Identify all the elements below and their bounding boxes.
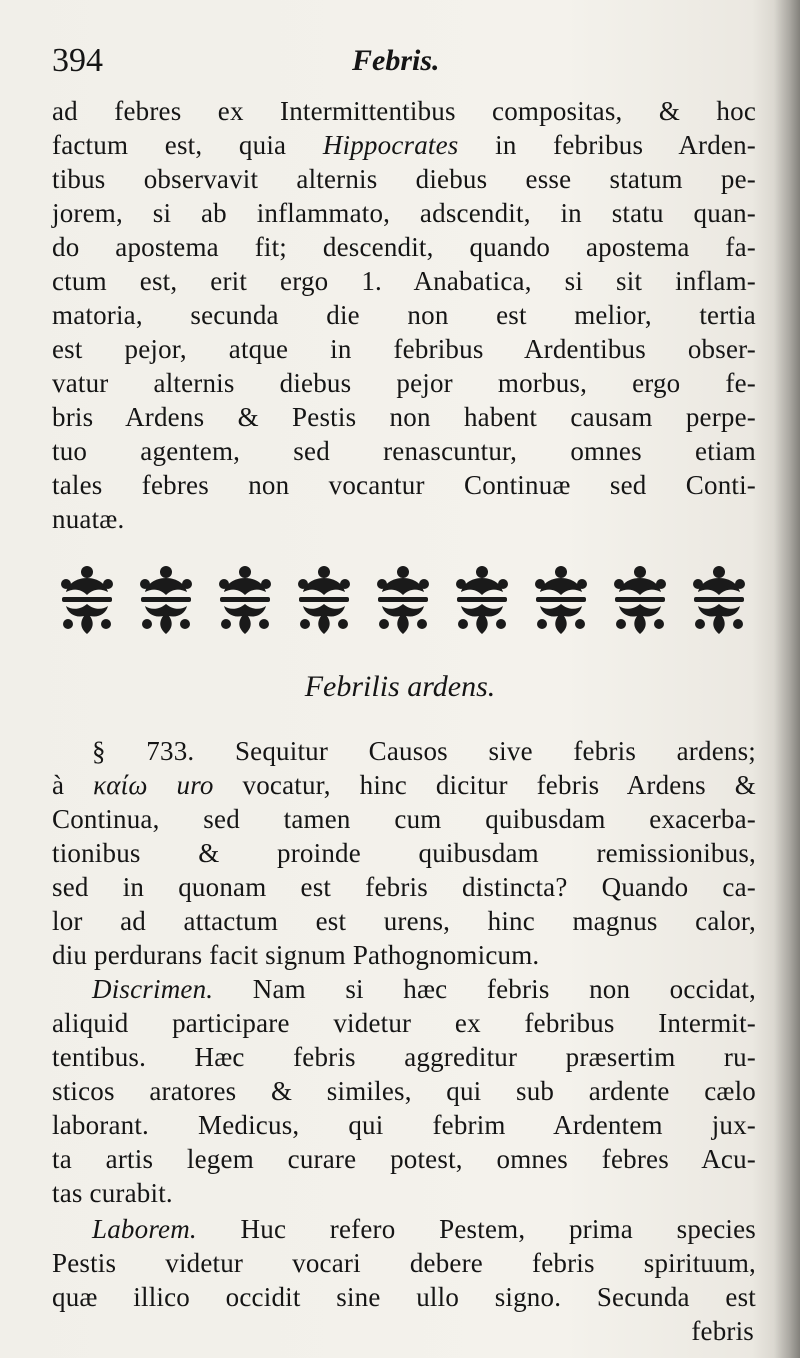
text-line: tales febres non vocantur Continuæ sed Conti-: [52, 470, 756, 500]
italic-term: καίω uro: [93, 770, 214, 800]
text-line: Pestis videtur vocari debere febris spirituum,: [52, 1248, 756, 1278]
text-line: Discrimen. Nam si hæc febris non occidat,: [92, 974, 756, 1004]
fleuron-ornament-icon: [291, 562, 357, 638]
section-title: Febrilis ardens.: [304, 670, 496, 703]
fleuron-ornament-icon: [686, 562, 752, 638]
text-line: tibus observavit alternis diebus esse statum pe-: [52, 164, 756, 194]
text-line: lor ad attactum est urens, hinc magnus calor,: [52, 906, 756, 936]
text-line: factum est, quia Hippocrates in febribus Arden-: [52, 130, 756, 160]
page-number: 394: [52, 42, 103, 79]
text-line: sticos aratores & similes, qui sub ardente cælo: [52, 1076, 756, 1106]
text-line: tionibus & proinde quibusdam remissionibus,: [52, 838, 756, 868]
text-line: § 733. Sequitur Causos sive febris ardens;: [92, 736, 756, 766]
text-line: à καίω uro vocatur, hinc dicitur febris Ardens &: [52, 770, 756, 800]
text-line: ad febres ex Intermittentibus compositas, & hoc: [52, 96, 756, 126]
fleuron-ornament-icon: [449, 562, 515, 638]
italic-term: Hippocrates: [322, 130, 459, 160]
fleuron-ornament-icon: [212, 562, 278, 638]
italic-term: Discrimen.: [92, 974, 214, 1004]
ornament-row: [54, 560, 752, 640]
text-line: sed in quonam est febris distincta? Quando ca-: [52, 872, 756, 902]
text-line: tentibus. Hæc febris aggreditur præsertim ru-: [52, 1042, 756, 1072]
text-line: aliquid participare videtur ex febribus Intermit-: [52, 1008, 756, 1038]
text-line: vatur alternis diebus pejor morbus, ergo fe-: [52, 368, 756, 398]
fleuron-ornament-icon: [133, 562, 199, 638]
text-line: diu perdurans facit signum Pathognomicum.: [52, 940, 540, 970]
text-line: Continua, sed tamen cum quibusdam exacerba-: [52, 804, 756, 834]
fleuron-ornament-icon: [528, 562, 594, 638]
text-line: jorem, si ab inflammato, adscendit, in statu quan-: [52, 198, 756, 228]
text-line: tas curabit.: [52, 1178, 173, 1208]
italic-term: Laborem.: [92, 1214, 197, 1244]
text-line: ctum est, erit ergo 1. Anabatica, si sit inflam-: [52, 266, 756, 296]
page-header: [52, 40, 750, 90]
text-line: Laborem. Huc refero Pestem, prima species: [92, 1214, 756, 1244]
text-line: bris Ardens & Pestis non habent causam perpe-: [52, 402, 756, 432]
text-line: nuatæ.: [52, 504, 125, 534]
text-line: est pejor, atque in febribus Ardentibus obser-: [52, 334, 756, 364]
fleuron-ornament-icon: [607, 562, 673, 638]
text-line: tuo agentem, sed renascuntur, omnes etiam: [52, 436, 756, 466]
fleuron-ornament-icon: [370, 562, 436, 638]
text-line: do apostema fit; descendit, quando apostema fa-: [52, 232, 756, 262]
catchword: febris: [691, 1316, 754, 1346]
text-line: ta artis legem curare potest, omnes febres Acu-: [52, 1144, 756, 1174]
text-line: quæ illico occidit sine ullo signo. Secunda est: [52, 1282, 756, 1312]
text-line: matoria, secunda die non est melior, tertia: [52, 300, 756, 330]
fleuron-ornament-icon: [54, 562, 120, 638]
running-head: Febris.: [352, 44, 440, 77]
text-line: laborant. Medicus, qui febrim Ardentem jux-: [52, 1110, 756, 1140]
